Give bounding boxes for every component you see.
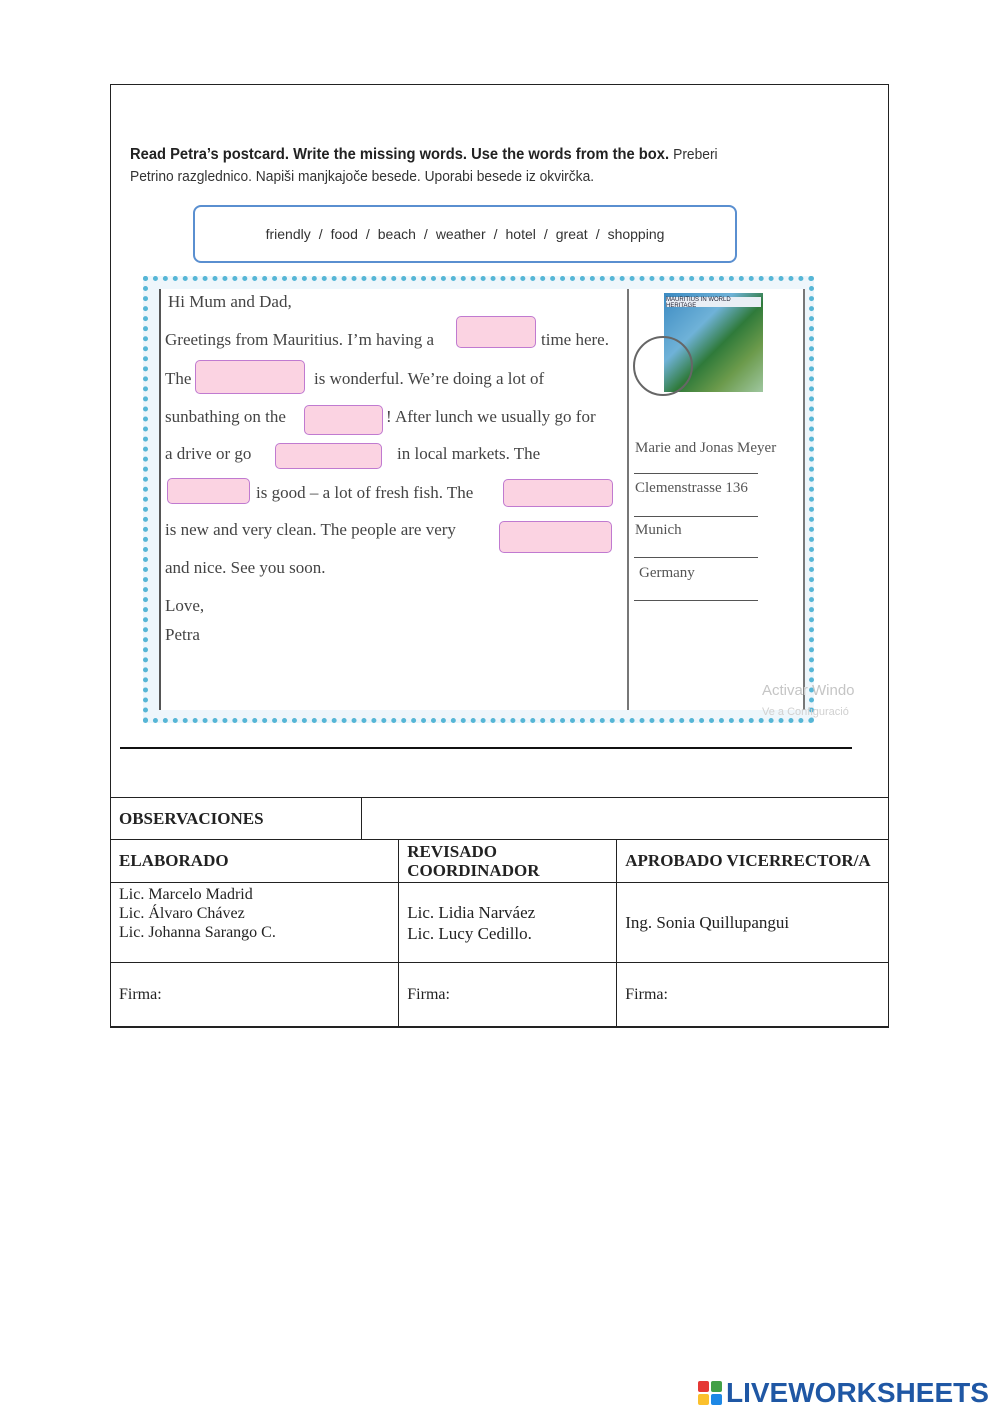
postcard-line2-b: is wonderful. We’re doing a lot of (314, 369, 545, 388)
address-street: Clemenstrasse 136 (635, 480, 748, 496)
activation-watermark-sub: Ve a Configuració (762, 706, 849, 718)
liveworksheets-logo-icon (698, 1381, 722, 1405)
elaborado-name: Lic. Marcelo Madrid (119, 886, 253, 903)
postmark-icon (633, 336, 693, 396)
observaciones-value (362, 798, 889, 840)
address-line (634, 557, 758, 558)
word-great: great (555, 226, 588, 242)
word-food: food (330, 226, 358, 242)
blank-6-field[interactable] (504, 480, 616, 508)
word-friendly: friendly (265, 226, 311, 242)
postcard-line3-b: ! After lunch we usually go for (386, 407, 596, 426)
postcard-closing: Love, (165, 596, 205, 615)
postcard-line4-a: a drive or go (165, 444, 252, 463)
word-separator: / (543, 226, 548, 242)
blank-4-field[interactable] (276, 444, 385, 470)
word-separator: / (493, 226, 498, 242)
firma-elaborado: Firma: (111, 963, 399, 1028)
address-line (634, 473, 758, 474)
postcard-line1-b: time here. (541, 330, 609, 349)
address-line (634, 516, 758, 517)
blank-2-input[interactable] (195, 360, 305, 394)
word-weather: weather (435, 226, 486, 242)
address-name: Marie and Jonas Meyer (635, 440, 777, 456)
elaborado-name: Lic. Johanna Sarango C. (119, 924, 276, 941)
address-city: Munich (635, 522, 682, 538)
elaborado-name: Lic. Álvaro Chávez (119, 905, 245, 922)
elaborado-header: ELABORADO (111, 840, 399, 883)
blank-3-input[interactable] (304, 405, 383, 435)
revisado-header: REVISADO COORDINADOR (399, 840, 617, 883)
instructions-slovene-1: Preberi (673, 146, 718, 163)
word-box (193, 205, 737, 263)
separator-line (120, 747, 852, 749)
postcard-line4-b: in local markets. The (397, 444, 541, 463)
revisado-names (399, 883, 617, 963)
word-separator: / (595, 226, 600, 242)
blank-1-field[interactable] (457, 317, 539, 349)
firma-aprobado: Firma: (617, 963, 889, 1028)
firma-revisado: Firma: (399, 963, 617, 1028)
postcard-line5-b: is good – a lot of fresh fish. The (256, 483, 474, 502)
address-country: Germany (639, 565, 695, 581)
postcard-line2-a: The (165, 369, 192, 388)
postcard-line7-a: and nice. See you soon. (165, 558, 326, 577)
instructions-slovene-2: Petrino razglednico. Napiši manjkajoče besede. Uporabi besede iz okvirčka. (130, 168, 595, 185)
word-separator: / (365, 226, 370, 242)
blank-1-input[interactable] (456, 316, 536, 348)
postcard-line3-a: sunbathing on the (165, 407, 286, 426)
aprobado-name: Ing. Sonia Quillupangui (617, 883, 889, 963)
liveworksheets-logo (698, 1376, 989, 1410)
postcard-line6-a: is new and very clean. The people are very (165, 520, 456, 539)
instructions (130, 144, 756, 188)
word-beach: beach (377, 226, 416, 242)
liveworksheets-logo-text: LIVEWORKSHEETS (726, 1377, 989, 1408)
word-separator: / (423, 226, 428, 242)
postcard-divider (627, 289, 629, 710)
address-line (634, 600, 758, 601)
blank-5-field[interactable] (168, 479, 253, 505)
postcard-signature: Petra (165, 625, 200, 644)
postcard-greeting: Hi Mum and Dad, (168, 292, 292, 311)
blank-2-field[interactable] (196, 361, 308, 395)
postcard-line1-a: Greetings from Mauritius. I’m having a (165, 330, 435, 349)
aprobado-header: APROBADO VICERRECTOR/A (617, 840, 889, 883)
blank-6-input[interactable] (503, 479, 613, 507)
approval-table (110, 797, 889, 1028)
blank-3-field[interactable] (305, 406, 386, 436)
stamp-caption: MAURITIUS IN WORLD HERITAGE (666, 297, 761, 307)
word-separator: / (318, 226, 323, 242)
blank-7-input[interactable] (499, 521, 612, 553)
activation-watermark: Activar Windo (762, 682, 855, 699)
revisado-name: Lic. Lidia Narváez (407, 902, 536, 922)
blank-4-input[interactable] (275, 443, 382, 469)
word-shopping: shopping (607, 226, 665, 242)
elaborado-names (111, 883, 399, 963)
instructions-title: Read Petra’s postcard. Write the missing words. Use the words from the box. (130, 146, 670, 163)
word-hotel: hotel (505, 226, 536, 242)
blank-7-field[interactable] (500, 522, 615, 554)
revisado-name: Lic. Lucy Cedillo. (407, 923, 532, 943)
blank-5-input[interactable] (167, 478, 250, 504)
observaciones-label: OBSERVACIONES (111, 798, 362, 840)
